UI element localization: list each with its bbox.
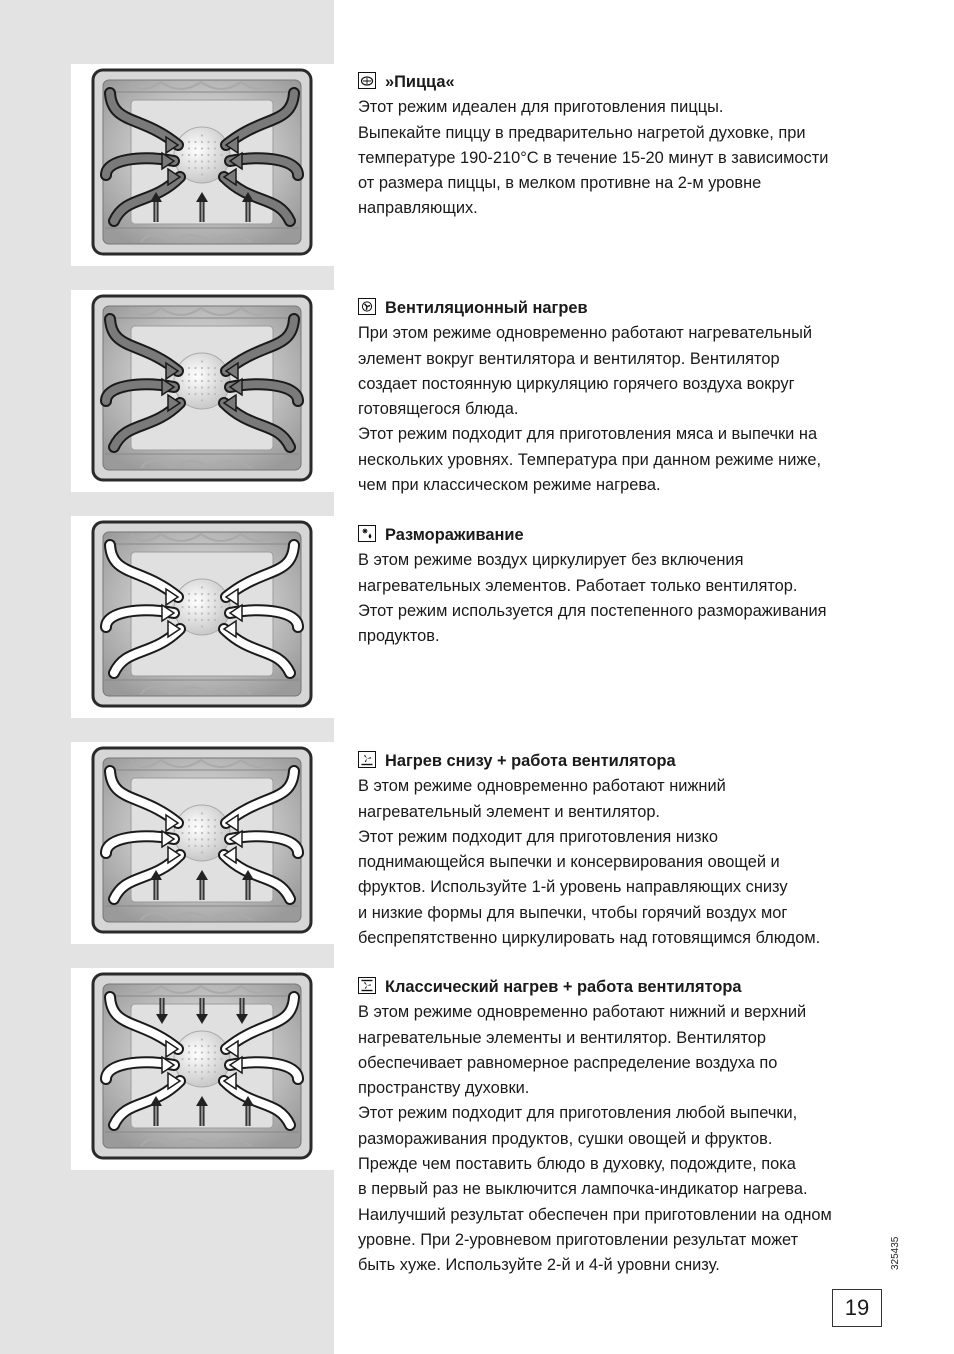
document-code: 325435	[890, 1236, 901, 1270]
section-title: Размораживание	[385, 526, 524, 544]
text-line: В этом режиме одновременно работают нижний и верхний	[358, 1003, 807, 1022]
section-title: »Пицца«	[385, 73, 455, 91]
text-line: от размера пиццы, в мелком противне на 2-м уровне	[358, 174, 762, 193]
text-line: уровне. При 2-уровневом приготовлении результат может	[358, 1230, 799, 1249]
section-body	[358, 548, 898, 649]
text-line: поднимающейся выпечки и консервирования овощей и	[358, 853, 780, 872]
section-top-bottom-heat-fan	[358, 975, 898, 1279]
text-line: фруктов. Используйте 1-й уровень направляющих снизу	[358, 878, 788, 897]
text-line: Этот режим идеален для приготовления пиццы.	[358, 98, 724, 117]
section-defrost	[358, 523, 898, 649]
oven-cavity-drawing	[91, 746, 313, 936]
text-line: нагревательный элемент и вентилятор.	[358, 802, 660, 821]
text-line: Наилучший результат обеспечен при приготовлении на одном	[358, 1205, 832, 1224]
pizza-mode-icon	[358, 72, 376, 89]
defrost-icon	[358, 525, 376, 542]
text-line: При этом режиме одновременно работают нагревательный	[358, 324, 813, 343]
text-line: готовящегося блюда.	[358, 400, 519, 419]
text-line: В этом режиме одновременно работают нижний	[358, 777, 726, 796]
text-line: Этот режим подходит для приготовления мяса и выпечки на	[358, 425, 818, 444]
text-line: быть хуже. Используйте 2-й и 4-й уровни снизу.	[358, 1256, 720, 1275]
text-line: чем при классическом режиме нагрева.	[358, 476, 661, 495]
oven-cavity-drawing	[91, 294, 313, 484]
oven-illustration-fan-heating	[71, 290, 334, 492]
text-line: в первый раз не выключится лампочка-индикатор нагрева.	[358, 1180, 808, 1199]
text-line: беспрепятственно циркулировать над готовящимся блюдом.	[358, 929, 821, 948]
oven-illustration-top-bottom-heat-fan	[71, 968, 334, 1170]
top-bottom-heat-fan-icon	[358, 977, 376, 994]
text-line: размораживания продуктов, сушки овощей и фруктов.	[358, 1129, 773, 1148]
text-line: Прежде чем поставить блюдо в духовку, подождите, пока	[358, 1155, 796, 1174]
page-number: 19	[832, 1289, 882, 1327]
oven-illustration-pizza	[71, 64, 334, 266]
text-line: продуктов.	[358, 627, 440, 646]
text-line: элемент вокруг вентилятора и вентилятор. Вентилятор	[358, 349, 780, 368]
text-line: нагревательных элементов. Работает только вентилятор.	[358, 576, 798, 595]
oven-cavity-drawing	[91, 972, 313, 1162]
section-body	[358, 321, 898, 498]
section-title: Нагрев снизу + работа вентилятора	[385, 752, 676, 770]
text-line: нагревательные элементы и вентилятор. Вентилятор	[358, 1028, 767, 1047]
text-line: направляющих.	[358, 199, 478, 218]
oven-illustration-defrost	[71, 516, 334, 718]
text-line: обеспечивает равномерное распределение воздуха по	[358, 1053, 778, 1072]
bottom-heat-fan-icon	[358, 751, 376, 768]
text-line: нескольких уровнях. Температура при данном режиме ниже,	[358, 450, 822, 469]
text-line: Этот режим подходит для приготовления любой выпечки,	[358, 1104, 798, 1123]
text-line: Этот режим подходит для приготовления низко	[358, 827, 719, 846]
section-body	[358, 1000, 898, 1278]
text-line: Этот режим используется для постепенного размораживания	[358, 601, 827, 620]
section-body	[358, 774, 898, 951]
oven-cavity-drawing	[91, 520, 313, 710]
text-line: и низкие формы для выпечки, чтобы горячий воздух мог	[358, 903, 788, 922]
text-line: Выпекайте пиццу в предварительно нагретой духовке, при	[358, 123, 806, 142]
section-title: Вентиляционный нагрев	[385, 299, 588, 317]
text-line: В этом режиме воздух циркулирует без включения	[358, 551, 744, 570]
section-body	[358, 95, 898, 221]
oven-cavity-drawing	[91, 68, 313, 258]
fan-heating-icon	[358, 298, 376, 315]
oven-illustration-bottom-heat-fan	[71, 742, 334, 944]
section-title: Классический нагрев + работа вентилятора	[385, 978, 742, 996]
section-bottom-heat-fan	[358, 749, 898, 951]
text-line: создает постоянную циркуляцию горячего воздуха вокруг	[358, 374, 795, 393]
section-pizza	[358, 70, 898, 222]
text-line: пространству духовки.	[358, 1079, 530, 1098]
text-line: температуре 190-210°C в течение 15-20 минут в зависимости	[358, 148, 829, 167]
section-fan-heating	[358, 296, 898, 498]
